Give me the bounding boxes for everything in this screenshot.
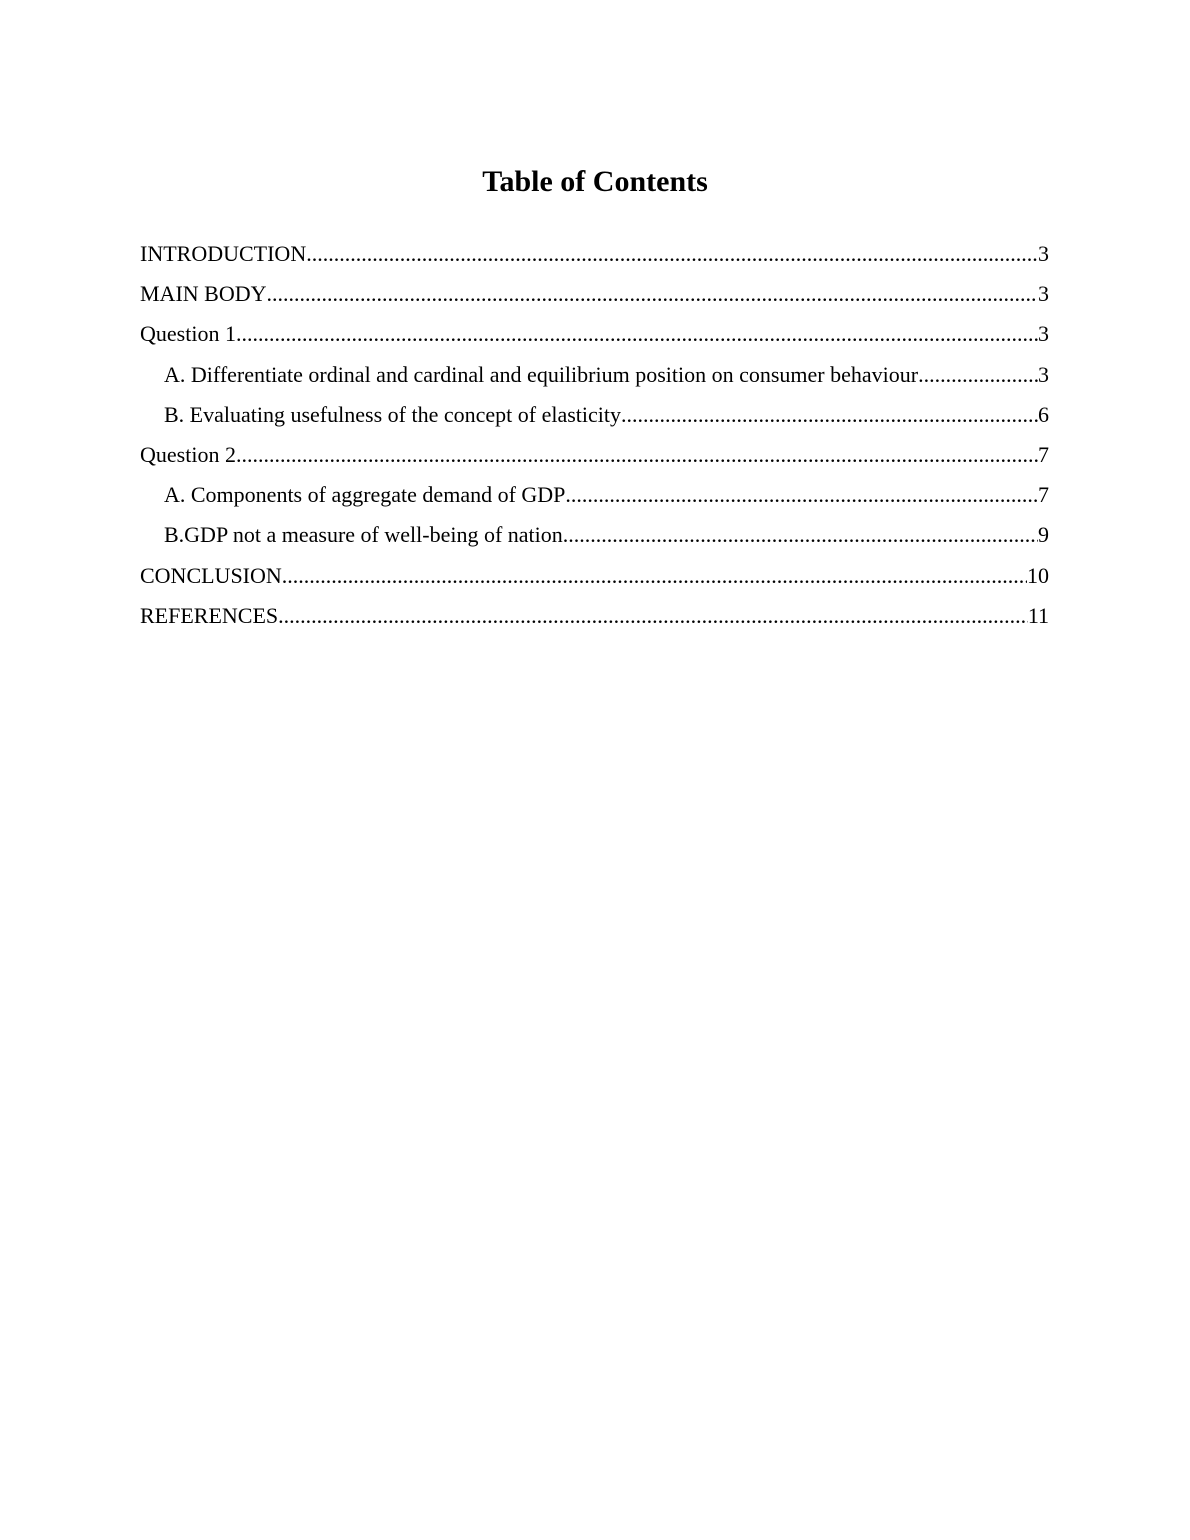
toc-entry-references[interactable] xyxy=(140,600,1049,640)
toc-dot-leader xyxy=(565,479,1038,511)
toc-entry-question-2-b[interactable] xyxy=(140,519,1049,559)
toc-entry-text: A. Components of aggregate demand of GDP xyxy=(164,482,566,508)
toc-entry-conclusion[interactable] xyxy=(140,560,1049,600)
toc-dot-leader xyxy=(236,439,1038,471)
toc-entry-text: INTRODUCTION xyxy=(140,241,307,266)
toc-page-number: 9 xyxy=(1038,522,1049,548)
toc-page-number: 3 xyxy=(1038,361,1049,387)
toc-entry-text: REFERENCES xyxy=(140,602,279,628)
toc-entry-text: B.GDP not a measure of well-being of nation xyxy=(164,522,563,548)
toc-page-number: 7 xyxy=(1038,441,1049,467)
toc-page-number: 6 xyxy=(1038,401,1049,427)
toc-entry-text: Question 1 xyxy=(140,321,236,347)
toc-entry-main-body[interactable] xyxy=(140,278,1049,318)
toc-entry-text: MAIN BODY xyxy=(140,281,267,307)
toc-entry-text: Question 2 xyxy=(140,441,236,467)
toc-dot-leader xyxy=(278,600,1028,632)
toc-dot-leader xyxy=(563,519,1038,551)
toc-entry-text: A. Differentiate ordinal and cardinal and equilibrium position on consumer behaviour xyxy=(164,361,919,387)
toc-page-number: 3 xyxy=(1038,281,1049,307)
toc-title: Table of Contents xyxy=(482,165,708,198)
toc-dot-leader xyxy=(267,278,1039,310)
toc-dot-leader xyxy=(306,238,1038,270)
toc-page-number: 11 xyxy=(1027,602,1049,628)
toc-dot-leader xyxy=(236,318,1038,350)
toc-page-number: 10 xyxy=(1027,562,1049,588)
toc-page-number: 3 xyxy=(1038,321,1049,347)
toc-entry-question-1-a[interactable] xyxy=(140,359,1049,399)
toc-dot-leader xyxy=(918,359,1038,391)
toc-dot-leader xyxy=(621,399,1038,431)
toc-entry-question-1-b[interactable] xyxy=(140,399,1049,439)
toc-entry-question-2[interactable] xyxy=(140,439,1049,479)
toc-dot-leader xyxy=(282,560,1027,592)
toc-entry-text: CONCLUSION xyxy=(140,562,282,588)
toc-list xyxy=(140,238,1049,640)
toc-page-number: 3 xyxy=(1038,241,1049,266)
toc-entry-text: B. Evaluating usefulness of the concept of elasticity xyxy=(164,401,621,427)
toc-entry-question-2-a[interactable] xyxy=(140,479,1049,519)
toc-entry-introduction[interactable] xyxy=(140,238,1049,278)
toc-page-number: 7 xyxy=(1038,482,1049,508)
toc-entry-question-1[interactable] xyxy=(140,318,1049,358)
